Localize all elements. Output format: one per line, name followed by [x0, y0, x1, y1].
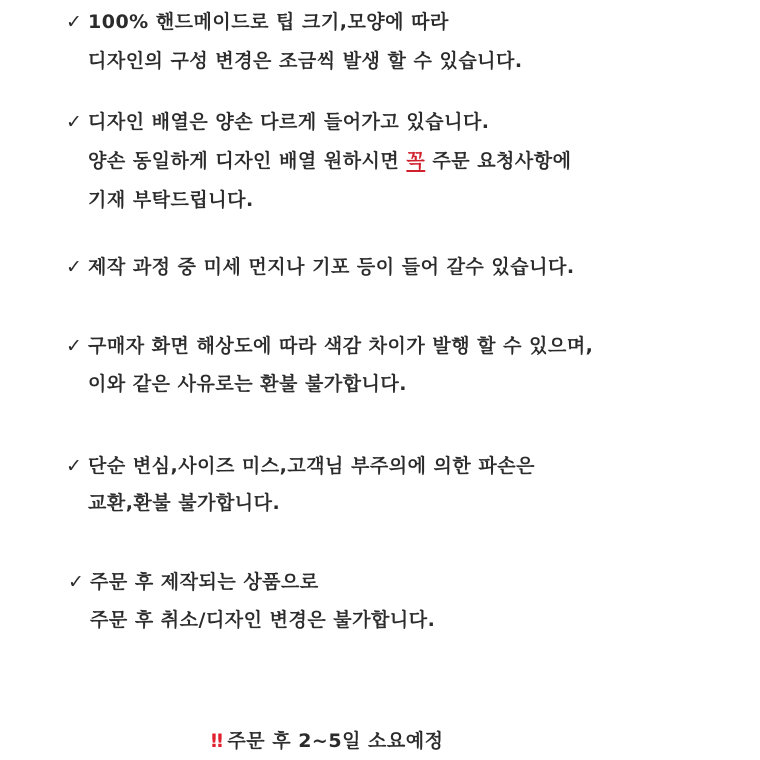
- notice-line: [68, 570, 319, 594]
- notice-text: 양손 동일하게 디자인 배열 원하시면: [88, 150, 407, 172]
- alert-icon: ‼: [211, 730, 224, 752]
- delivery-text: 주문 후 2~5일 소요예정: [227, 730, 444, 752]
- notice-line: [88, 491, 280, 515]
- notice-text: 기재 부탁드립니다.: [88, 189, 254, 211]
- notice-text: 디자인 배열은 양손 다르게 들어가고 있습니다.: [88, 111, 490, 133]
- check-icon: ✓: [66, 335, 83, 357]
- notice-line: [90, 608, 435, 632]
- notice-line: [88, 372, 407, 396]
- check-icon: ✓: [66, 11, 83, 33]
- notice-line: [88, 188, 254, 212]
- notice-text: 주문 후 제작되는 상품으로: [90, 571, 319, 593]
- check-icon: ✓: [68, 571, 85, 593]
- check-icon: ✓: [66, 256, 83, 278]
- notice-text: 100% 핸드메이드로 팁 크기,모양에 따라: [88, 11, 449, 33]
- notice-line: [88, 149, 571, 173]
- notice-text: 교환,환불 불가합니다.: [88, 492, 281, 514]
- notice-text: 제작 과정 중 미세 먼지나 기포 등이 들어 갈수 있습니다.: [88, 256, 575, 278]
- notice-line: [66, 255, 575, 279]
- check-icon: ✓: [66, 111, 83, 133]
- notice-text: 이와 같은 사유로는 환불 불가합니다.: [88, 373, 407, 395]
- notice-text: 단순 변심,사이즈 미스,고객님 부주의에 의한 파손은: [88, 455, 535, 477]
- notice-line: [66, 110, 490, 134]
- notice-line: [66, 334, 593, 358]
- notice-line: [66, 454, 535, 478]
- notice-text: 디자인의 구성 변경은 조금씩 발생 할 수 있습니다.: [88, 50, 523, 72]
- notice-text: 주문 요청사항에: [425, 150, 572, 172]
- emphasis-text: 꼭: [406, 150, 426, 172]
- check-icon: ✓: [66, 455, 83, 477]
- notice-text: 주문 후 취소/디자인 변경은 불가합니다.: [90, 609, 436, 631]
- notice-text: 구매자 화면 해상도에 따라 색감 차이가 발행 할 수 있으며,: [88, 335, 594, 357]
- notice-line: [88, 49, 523, 73]
- delivery-notice: [211, 726, 443, 753]
- notice-line: [66, 10, 449, 34]
